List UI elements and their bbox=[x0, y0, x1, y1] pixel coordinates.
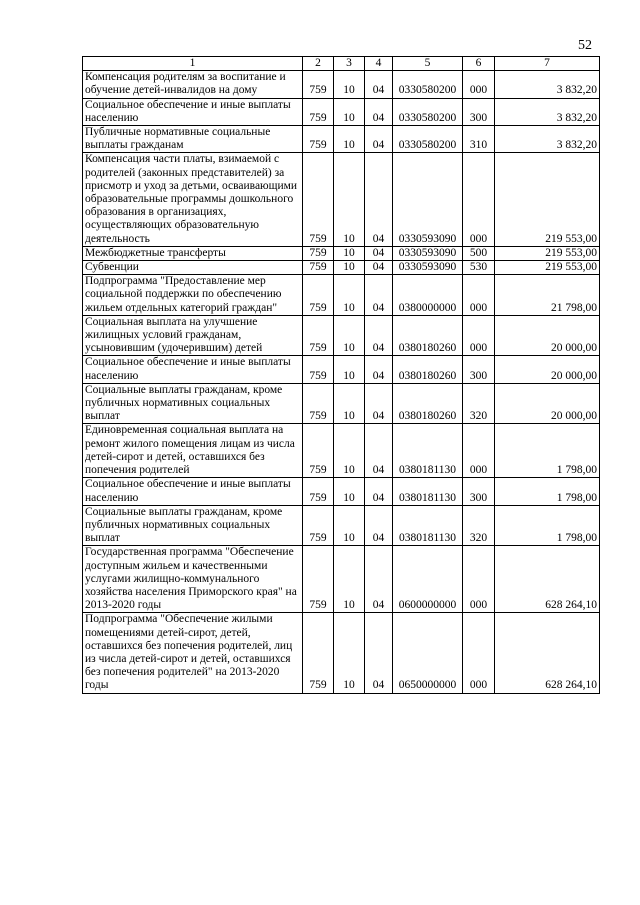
expense-type-code: 000 bbox=[463, 275, 495, 316]
table-row bbox=[83, 613, 600, 693]
ministry-code: 759 bbox=[303, 505, 334, 546]
amount: 3 832,20 bbox=[495, 71, 600, 98]
subsection-code: 04 bbox=[365, 356, 393, 383]
section-code: 10 bbox=[334, 424, 365, 478]
section-code: 10 bbox=[334, 478, 365, 505]
section-code: 10 bbox=[334, 153, 365, 246]
subsection-code: 04 bbox=[365, 261, 393, 275]
table-row bbox=[83, 71, 600, 98]
amount: 1 798,00 bbox=[495, 505, 600, 546]
expense-type-code: 000 bbox=[463, 153, 495, 246]
table-row bbox=[83, 505, 600, 546]
column-header: 4 bbox=[365, 57, 393, 71]
subsection-code: 04 bbox=[365, 315, 393, 356]
expense-type-code: 000 bbox=[463, 546, 495, 613]
table-row bbox=[83, 261, 600, 275]
table-row bbox=[83, 126, 600, 153]
amount: 1 798,00 bbox=[495, 424, 600, 478]
expense-type-code: 300 bbox=[463, 98, 495, 125]
target-article-code: 0330593090 bbox=[393, 261, 463, 275]
subsection-code: 04 bbox=[365, 126, 393, 153]
section-code: 10 bbox=[334, 126, 365, 153]
section-code: 10 bbox=[334, 275, 365, 316]
subsection-code: 04 bbox=[365, 383, 393, 424]
item-name: Компенсация родителям за воспитание и обучение детей-инвалидов на дому bbox=[83, 71, 303, 98]
item-name: Подпрограмма "Предоставление мер социальной поддержки по обеспечению жильем отдельных категорий граждан" bbox=[83, 275, 303, 316]
section-code: 10 bbox=[334, 356, 365, 383]
item-name: Государственная программа "Обеспечение доступным жильем и качественными услугами жилищно-коммунального хозяйства населения Приморского края" на 2013-2020 годы bbox=[83, 546, 303, 613]
subsection-code: 04 bbox=[365, 424, 393, 478]
item-name: Подпрограмма "Обеспечение жилыми помещениями детей-сирот, детей, оставшихся без попечения родителей, лиц из числа детей-сирот и детей, оставшихся без попечения родителей" на 2013-2020 годы bbox=[83, 613, 303, 693]
column-header: 3 bbox=[334, 57, 365, 71]
table-row bbox=[83, 275, 600, 316]
item-name: Компенсация части платы, взимаемой с родителей (законных представителей) за присмотр и уход за детьми, осваивающими образовательные программы дошкольного образования в организациях, осуществляющих образовательную деятельность bbox=[83, 153, 303, 246]
table-row bbox=[83, 478, 600, 505]
section-code: 10 bbox=[334, 98, 365, 125]
amount: 20 000,00 bbox=[495, 356, 600, 383]
amount: 21 798,00 bbox=[495, 275, 600, 316]
expense-type-code: 000 bbox=[463, 315, 495, 356]
ministry-code: 759 bbox=[303, 98, 334, 125]
table-row bbox=[83, 546, 600, 613]
table-row bbox=[83, 383, 600, 424]
column-header: 5 bbox=[393, 57, 463, 71]
ministry-code: 759 bbox=[303, 275, 334, 316]
target-article-code: 0380181130 bbox=[393, 505, 463, 546]
expense-type-code: 320 bbox=[463, 383, 495, 424]
expense-type-code: 000 bbox=[463, 613, 495, 693]
page-number: 52 bbox=[578, 38, 592, 53]
ministry-code: 759 bbox=[303, 126, 334, 153]
subsection-code: 04 bbox=[365, 505, 393, 546]
ministry-code: 759 bbox=[303, 261, 334, 275]
amount: 3 832,20 bbox=[495, 126, 600, 153]
target-article-code: 0330593090 bbox=[393, 246, 463, 260]
column-header: 2 bbox=[303, 57, 334, 71]
expense-type-code: 000 bbox=[463, 424, 495, 478]
expense-type-code: 300 bbox=[463, 356, 495, 383]
expense-type-code: 300 bbox=[463, 478, 495, 505]
item-name: Социальное обеспечение и иные выплаты населению bbox=[83, 478, 303, 505]
subsection-code: 04 bbox=[365, 478, 393, 505]
section-code: 10 bbox=[334, 505, 365, 546]
item-name: Социальное обеспечение и иные выплаты населению bbox=[83, 356, 303, 383]
item-name: Социальное обеспечение и иные выплаты населению bbox=[83, 98, 303, 125]
amount: 628 264,10 bbox=[495, 546, 600, 613]
ministry-code: 759 bbox=[303, 246, 334, 260]
target-article-code: 0650000000 bbox=[393, 613, 463, 693]
expense-type-code: 530 bbox=[463, 261, 495, 275]
amount: 219 553,00 bbox=[495, 261, 600, 275]
subsection-code: 04 bbox=[365, 153, 393, 246]
amount: 219 553,00 bbox=[495, 246, 600, 260]
table-row bbox=[83, 153, 600, 246]
target-article-code: 0330580200 bbox=[393, 98, 463, 125]
amount: 3 832,20 bbox=[495, 98, 600, 125]
target-article-code: 0380181130 bbox=[393, 424, 463, 478]
table-row bbox=[83, 424, 600, 478]
column-header: 7 bbox=[495, 57, 600, 71]
expense-type-code: 320 bbox=[463, 505, 495, 546]
ministry-code: 759 bbox=[303, 424, 334, 478]
ministry-code: 759 bbox=[303, 383, 334, 424]
item-name: Единовременная социальная выплата на ремонт жилого помещения лицам из числа детей-сирот и детей, оставшихся без попечения родителей bbox=[83, 424, 303, 478]
expense-type-code: 000 bbox=[463, 71, 495, 98]
item-name: Субвенции bbox=[83, 261, 303, 275]
amount: 20 000,00 bbox=[495, 315, 600, 356]
target-article-code: 0330593090 bbox=[393, 153, 463, 246]
subsection-code: 04 bbox=[365, 98, 393, 125]
amount: 1 798,00 bbox=[495, 478, 600, 505]
subsection-code: 04 bbox=[365, 546, 393, 613]
ministry-code: 759 bbox=[303, 356, 334, 383]
ministry-code: 759 bbox=[303, 478, 334, 505]
amount: 219 553,00 bbox=[495, 153, 600, 246]
item-name: Публичные нормативные социальные выплаты гражданам bbox=[83, 126, 303, 153]
section-code: 10 bbox=[334, 546, 365, 613]
amount: 20 000,00 bbox=[495, 383, 600, 424]
item-name: Социальные выплаты гражданам, кроме публичных нормативных социальных выплат bbox=[83, 505, 303, 546]
section-code: 10 bbox=[334, 613, 365, 693]
ministry-code: 759 bbox=[303, 546, 334, 613]
target-article-code: 0330580200 bbox=[393, 71, 463, 98]
target-article-code: 0380180260 bbox=[393, 356, 463, 383]
ministry-code: 759 bbox=[303, 71, 334, 98]
subsection-code: 04 bbox=[365, 246, 393, 260]
item-name: Межбюджетные трансферты bbox=[83, 246, 303, 260]
section-code: 10 bbox=[334, 261, 365, 275]
amount: 628 264,10 bbox=[495, 613, 600, 693]
item-name: Социальные выплаты гражданам, кроме публичных нормативных социальных выплат bbox=[83, 383, 303, 424]
ministry-code: 759 bbox=[303, 613, 334, 693]
subsection-code: 04 bbox=[365, 613, 393, 693]
budget-table bbox=[82, 56, 600, 694]
target-article-code: 0380180260 bbox=[393, 383, 463, 424]
column-header: 1 bbox=[83, 57, 303, 71]
section-code: 10 bbox=[334, 383, 365, 424]
section-code: 10 bbox=[334, 315, 365, 356]
ministry-code: 759 bbox=[303, 153, 334, 246]
expense-type-code: 310 bbox=[463, 126, 495, 153]
ministry-code: 759 bbox=[303, 315, 334, 356]
table-header-row bbox=[83, 57, 600, 71]
section-code: 10 bbox=[334, 71, 365, 98]
column-header: 6 bbox=[463, 57, 495, 71]
table-row bbox=[83, 315, 600, 356]
table-row bbox=[83, 98, 600, 125]
table-row bbox=[83, 246, 600, 260]
target-article-code: 0600000000 bbox=[393, 546, 463, 613]
target-article-code: 0380000000 bbox=[393, 275, 463, 316]
target-article-code: 0380180260 bbox=[393, 315, 463, 356]
target-article-code: 0330580200 bbox=[393, 126, 463, 153]
expense-type-code: 500 bbox=[463, 246, 495, 260]
subsection-code: 04 bbox=[365, 275, 393, 316]
section-code: 10 bbox=[334, 246, 365, 260]
subsection-code: 04 bbox=[365, 71, 393, 98]
target-article-code: 0380181130 bbox=[393, 478, 463, 505]
table-row bbox=[83, 356, 600, 383]
item-name: Социальная выплата на улучшение жилищных условий гражданам, усыновившим (удочерившим) детей bbox=[83, 315, 303, 356]
